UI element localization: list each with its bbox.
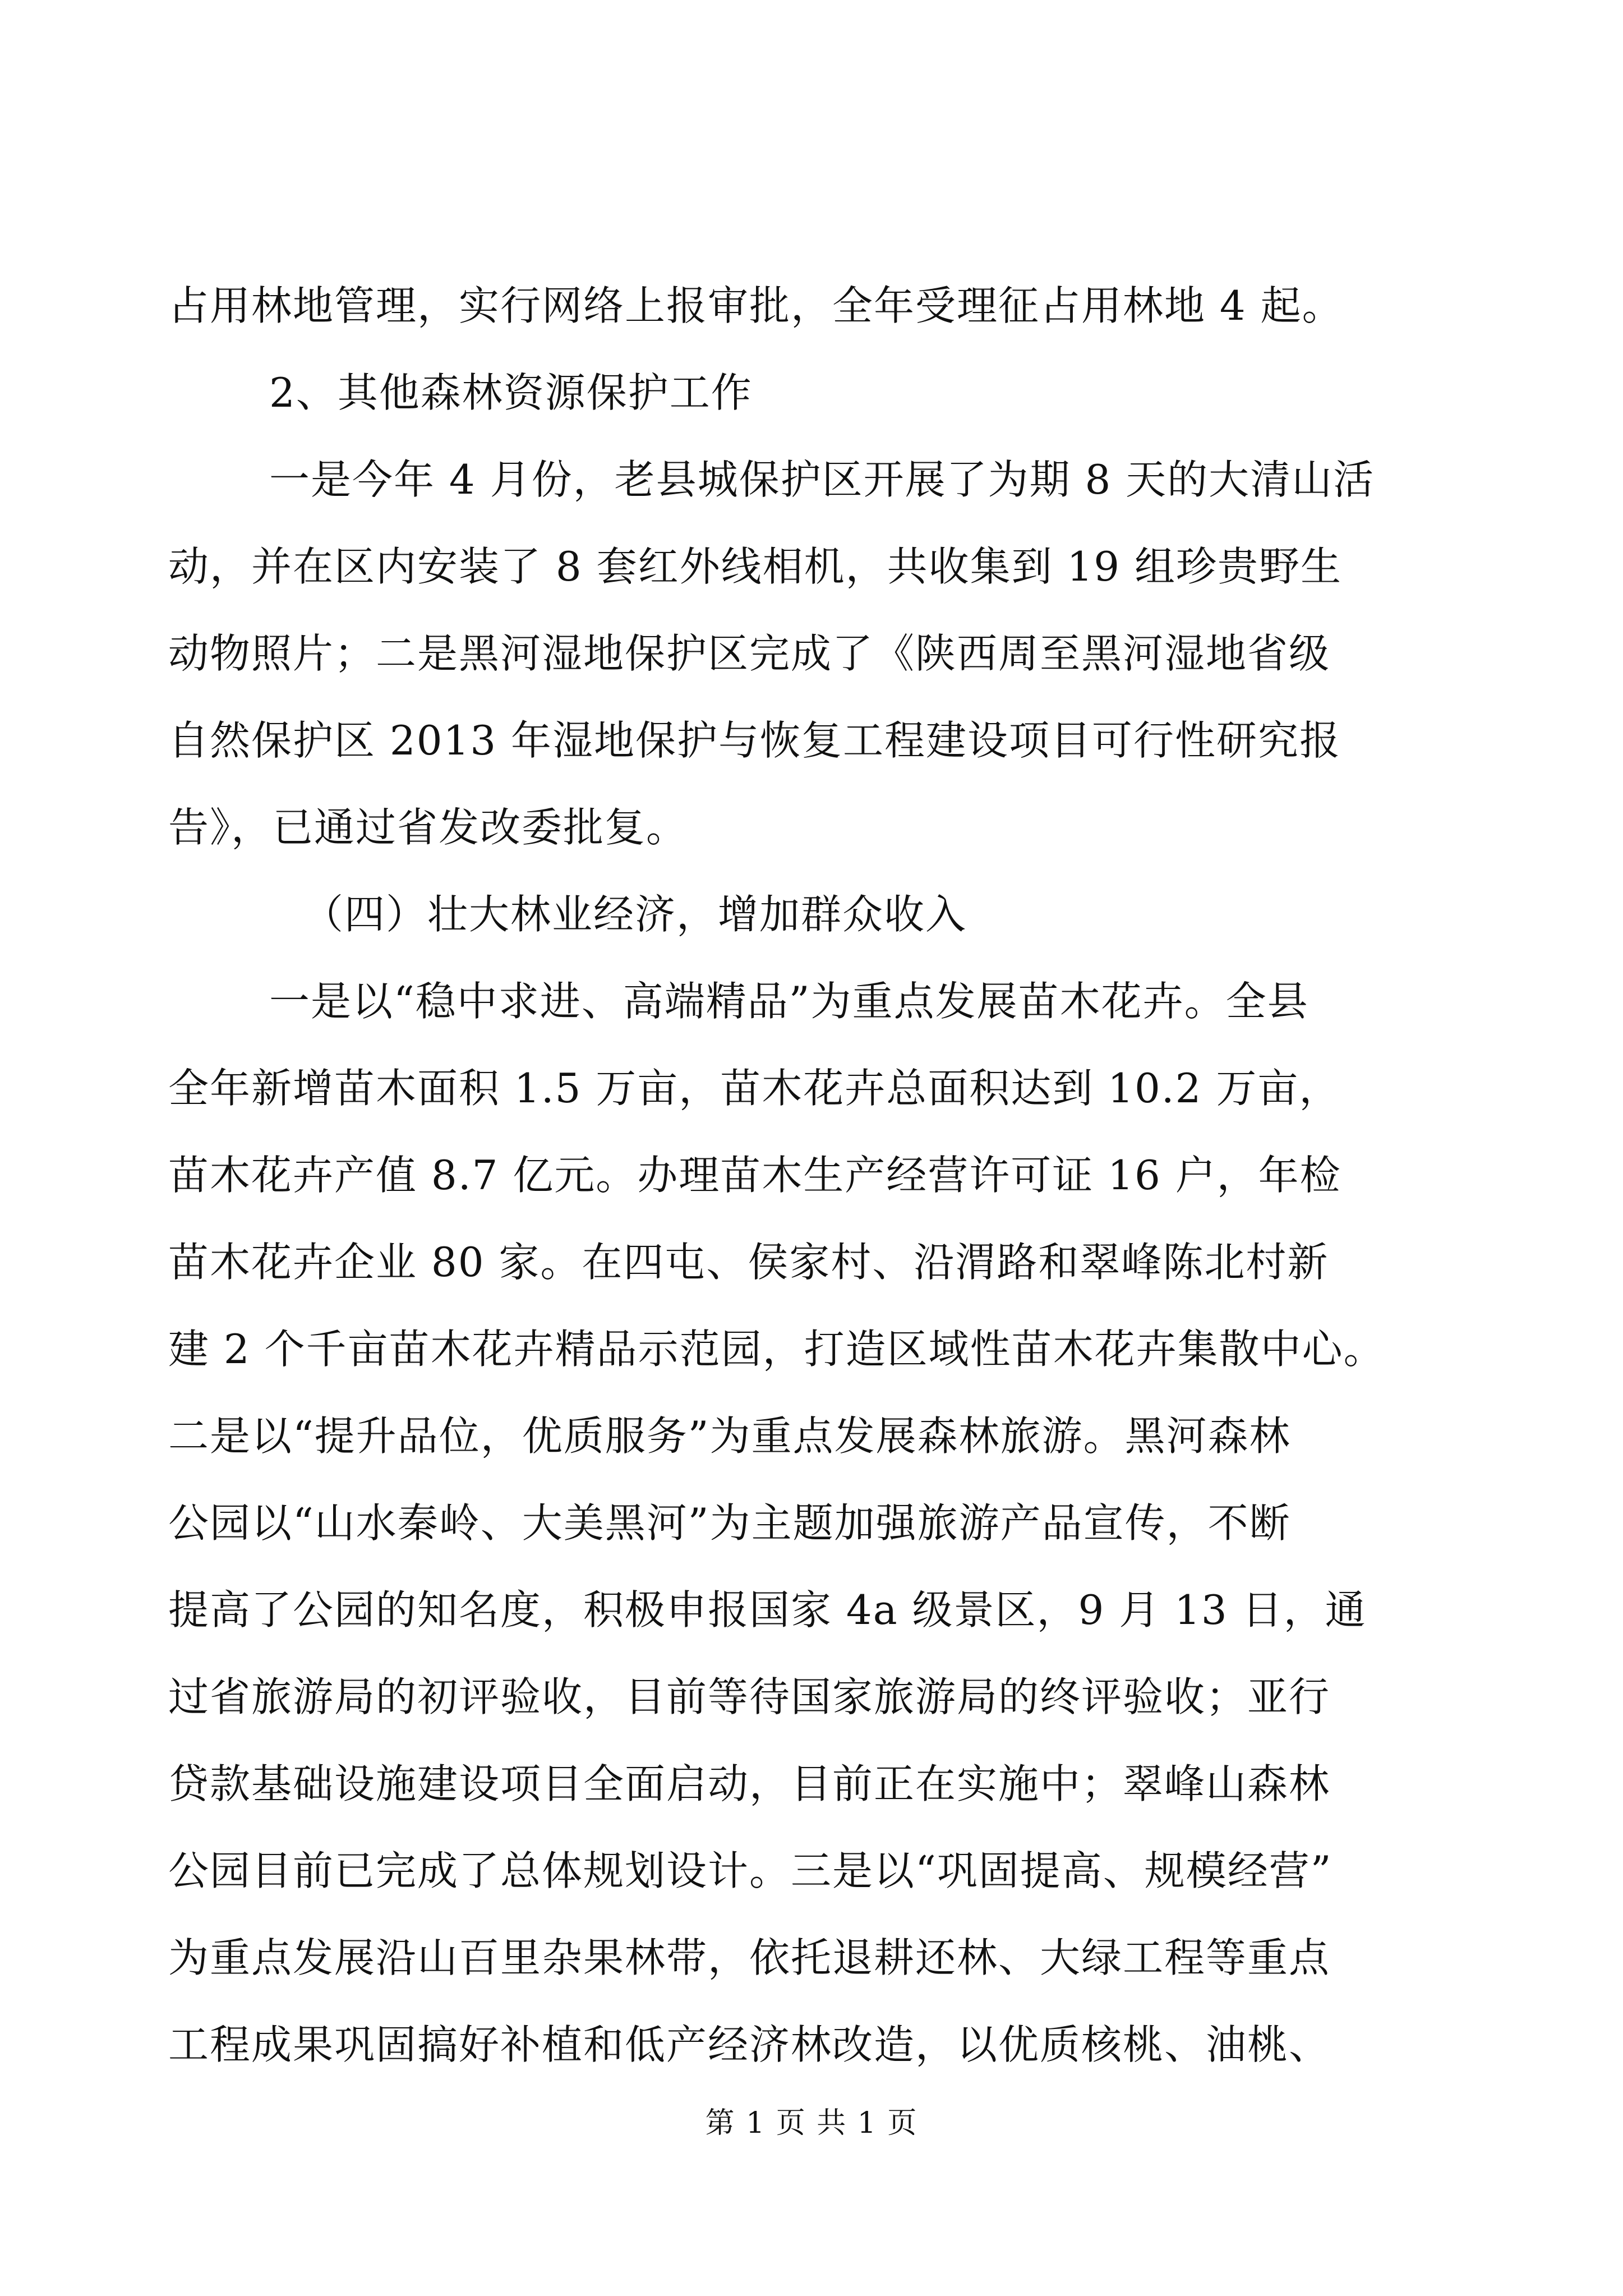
text-line-17: 过省旅游局的初评验收，目前等待国家旅游局的终评验收；亚行 xyxy=(168,1673,1331,1720)
text-line-13: 建 2 个千亩苗木花卉精品示范园，打造区域性苗木花卉集散中心。 xyxy=(168,1326,1385,1373)
text-line-20: 为重点发展沿山百里杂果林带，依托退耕还林、大绿工程等重点 xyxy=(168,1934,1331,1981)
text-line-5: 动物照片；二是黑河湿地保护区完成了《陕西周至黑河湿地省级 xyxy=(168,630,1331,677)
text-line-7: 告》，已通过省发改委批复。 xyxy=(168,804,688,851)
text-line-6: 自然保护区 2013 年湿地保护与恢复工程建设项目可行性研究报 xyxy=(168,717,1341,764)
page-footer: 第 1 页 共 1 页 xyxy=(705,2106,918,2140)
text-line-3: 一是今年 4 月份，老县城保护区开展了为期 8 天的大清山活 xyxy=(269,456,1375,503)
text-line-9: 一是以“稳中求进、高端精品”为重点发展苗木花卉。全县 xyxy=(269,978,1309,1025)
text-line-18: 贷款基础设施建设项目全面启动，目前正在实施中；翠峰山森林 xyxy=(168,1760,1331,1807)
text-line-16: 提高了公园的知名度，积极申报国家 4a 级景区，9 月 13 日，通 xyxy=(168,1586,1367,1634)
text-line-14: 二是以“提升品位，优质服务”为重点发展森林旅游。黑河森林 xyxy=(168,1412,1291,1460)
text-line-15: 公园以“山水秦岭、大美黑河”为主题加强旅游产品宣传，不断 xyxy=(168,1499,1291,1547)
section-heading-4: （四）壮大林业经济，增加群众收入 xyxy=(303,891,967,938)
text-line-4: 动，并在区内安装了 8 套红外线相机，共收集到 19 组珍贵野生 xyxy=(168,543,1342,590)
text-line-1: 占用林地管理，实行网络上报审批，全年受理征占用林地 4 起。 xyxy=(168,282,1344,329)
text-line-12: 苗木花卉企业 80 家。在四屯、侯家村、沿渭路和翠峰陈北村新 xyxy=(168,1239,1329,1286)
text-line-19: 公园目前已完成了总体规划设计。三是以“巩固提高、规模经营” xyxy=(168,1847,1332,1894)
text-line-10: 全年新增苗木面积 1.5 万亩，苗木花卉总面积达到 10.2 万亩， xyxy=(168,1065,1341,1112)
section-heading-2: 2、其他森林资源保护工作 xyxy=(269,369,753,416)
text-line-21: 工程成果巩固搞好补植和低产经济林改造，以优质核桃、油桃、 xyxy=(168,2021,1331,2068)
text-line-11: 苗木花卉产值 8.7 亿元。办理苗木生产经营许可证 16 户，年检 xyxy=(168,1152,1341,1199)
